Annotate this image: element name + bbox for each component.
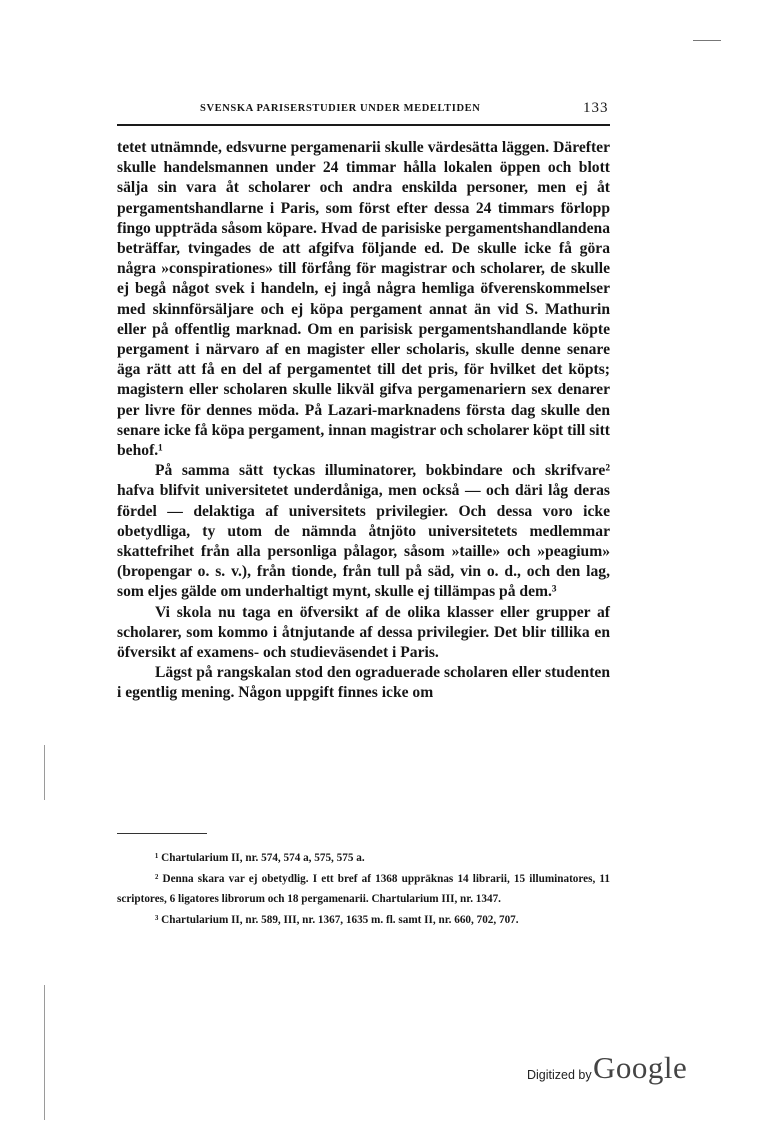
footnote-rule [117,833,207,834]
google-logo: Google [593,1050,688,1085]
scan-margin-line [44,985,45,1120]
footnote: ³ Chartularium II, nr. 589, III, nr. 1367, 1635 m. fl. samt II, nr. 660, 702, 707. [155,913,519,926]
footnote: ² Denna skara var ej obetydlig. I ett bref af 1368 uppräknas 14 librarii, 15 illuminatores, 11 scriptores, 6 ligatores librorum och 18 pergamenarii. Chartularium III, nr. 1347. [117,872,610,905]
running-head: SVENSKA PARISERSTUDIER UNDER MEDELTIDEN [200,103,481,114]
paragraph: Vi skola nu taga en öfversikt af de olika klasser eller grupper af scholarer, som kommo i åtnjutande af dessa privilegier. Det blir tillika en öfversikt af examens- och studieväsendet i Paris. [117,603,610,662]
watermark-prefix: Digitized by [527,1068,592,1082]
body-text [117,138,610,704]
digitized-watermark [527,1052,687,1092]
header-rule [117,124,610,126]
paragraph: Lägst på rangskalan stod den ograduerade scholaren eller studenten i egentlig mening. Någon uppgift finnes icke om [117,664,610,702]
footnote: ¹ Chartularium II, nr. 574, 574 a, 575, 575 a. [155,852,365,864]
paragraph: tetet utnämnde, edsvurne pergamenarii skulle värdesätta läggen. Därefter skulle handelsmannen under 24 timmar hålla lokalen öppen och blott sälja sin vara åt scholarer och andra enskilda personer, men ej åt pergamentshandlarne i Paris, som först efter dessa 24 timmars förlopp fingo uppträda såsom köpare. Hvad de parisiske pergamentshandlandena beträffar, tvingades de att afgifva följande ed. De skulle icke få göra några »conspirationes» till förfång för magistrar och scholarer, de skulle ej begå något svek i handeln, ej ingå några hemliga öfverenskommelser med skinnförsäljare och ej köpa pergament annat än vid S. Mathurin eller på offentlig marknad. Om en parisisk pergamentshandlande köpte pergament i närvaro af en magister eller scholaris, skulle denne senare äga rätt att få en del af pergamentet till det pris, för hvilket det köpts; magistern eller scholaren skulle likväl gifva pergamenariern sex denarer per livre för dennes möda. På Lazari-marknadens första dag skulle den senare icke få köpa pergament, innan magistrar och scholarer köpt till sitt behof.¹ [117,139,610,460]
page-number: 133 [583,100,609,116]
footnotes [117,848,610,930]
scan-margin-line [44,745,45,800]
scan-corner-mark [693,40,721,41]
paragraph: På samma sätt tyckas illuminatorer, bokbindare och skrifvare² hafva blifvit universitetet underdåniga, men också — och däri låg deras fördel — delaktiga af universitets privilegier. Och dessa voro icke obetydliga, ty utom de nämnda åtnjöto universitetets medlemmar skattefrihet från alla personliga pålagor, såsom »taille» och »peagium» (bropengar o. s. v.), från tionde, från tull på säd, vin o. d., och den lag, som eljes gälde om underhaltigt mynt, skulle ej tillämpas på dem.³ [117,462,610,601]
